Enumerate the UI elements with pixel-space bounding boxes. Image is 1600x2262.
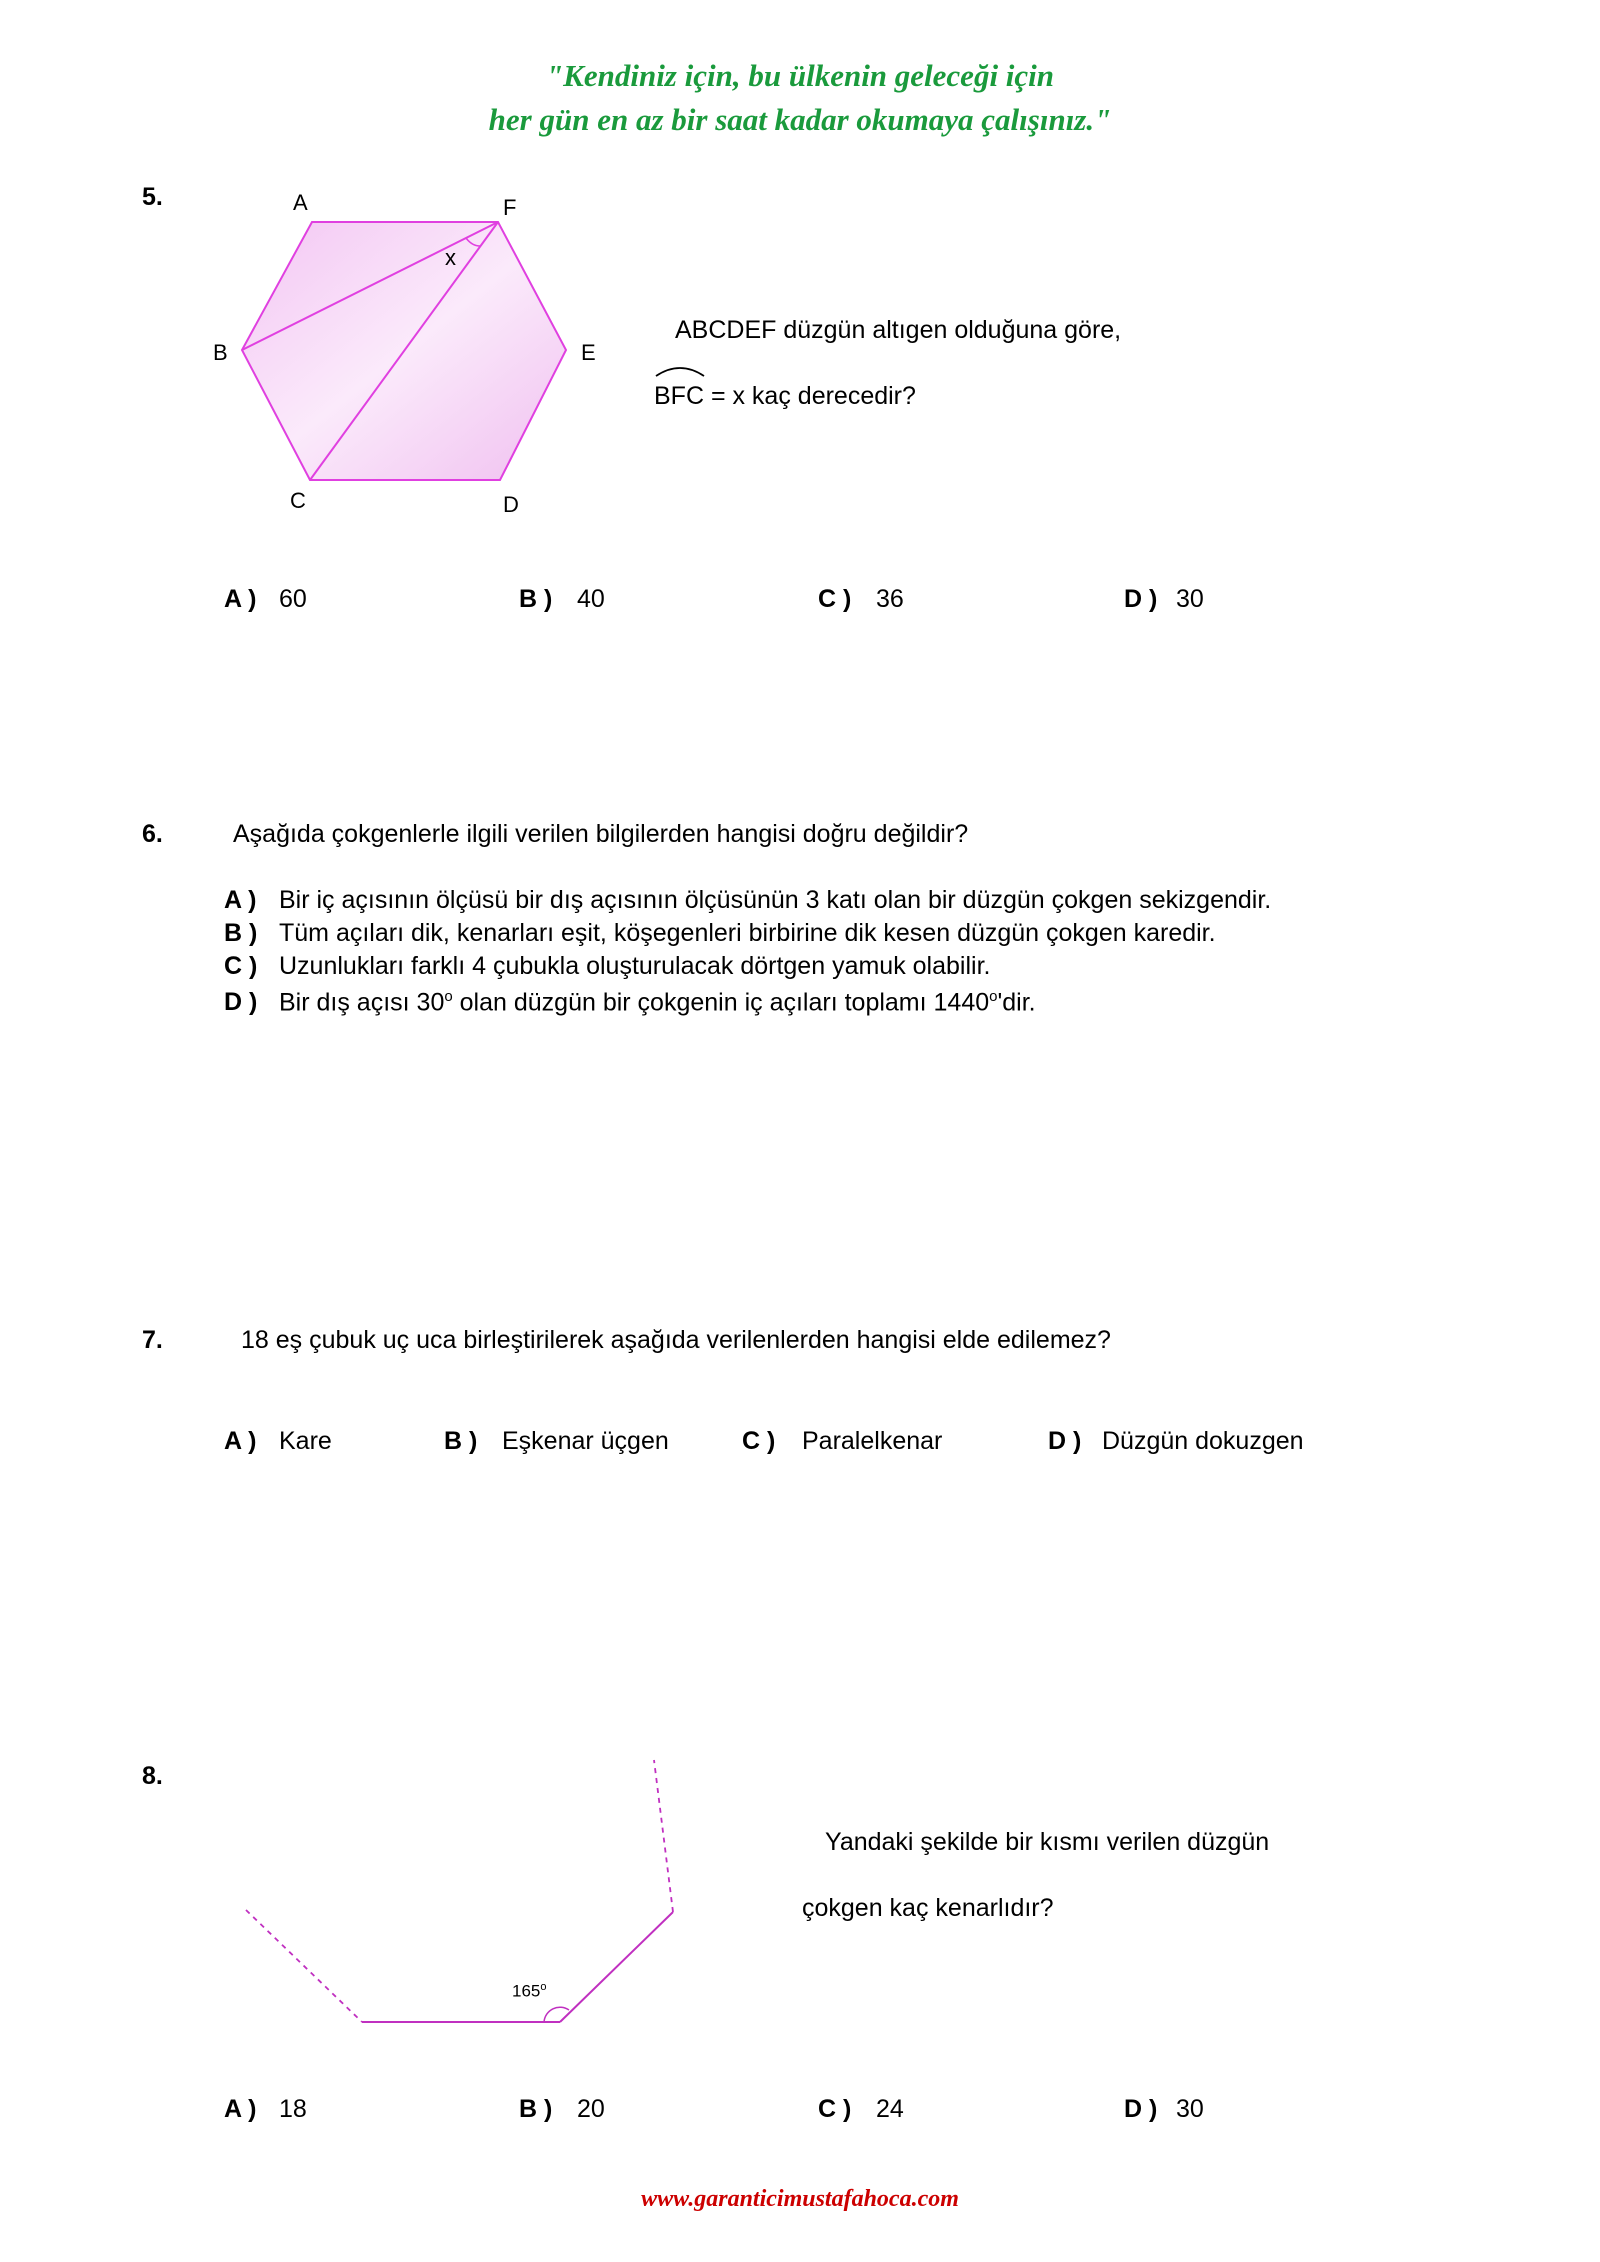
- dashed-edge-left: [246, 1910, 362, 2022]
- q5-option-c[interactable]: C ) 36: [818, 585, 904, 613]
- angle-hat-symbol: [654, 362, 706, 378]
- footer-website-link[interactable]: www.garanticimustafahoca.com: [641, 2186, 959, 2212]
- question-6-number: 6.: [142, 820, 163, 848]
- polygon-part-figure: [230, 1750, 690, 2040]
- angle-label-x: x: [445, 245, 456, 270]
- question-7-text: 18 eş çubuk uç uca birleştirilerek aşağıda verilenlerden hangisi elde edilemez?: [241, 1326, 1111, 1354]
- question-8-text-1: Yandaki şekilde bir kısmı verilen düzgün: [825, 1828, 1270, 1856]
- angle-label-165: 165$^o$: [512, 1981, 547, 2001]
- q6-option-d[interactable]: D ) Bir dış açısı 30$^o$ olan düzgün bir çokgenin iç açıları toplamı 1440$^o$'dir.: [224, 988, 1036, 1017]
- q8-option-c[interactable]: C ) 24: [818, 2095, 904, 2123]
- vertex-label-a: A: [293, 190, 308, 215]
- hexagon-figure: [200, 200, 600, 500]
- question-5-number: 5.: [142, 183, 163, 211]
- q7-option-b[interactable]: B ) Eşkenar üçgen: [444, 1427, 669, 1455]
- q6-option-a[interactable]: A ) Bir iç açısının ölçüsü bir dış açısının ölçüsünün 3 katı olan bir düzgün çokgen sekizgendir.: [224, 886, 1272, 914]
- question-5-text-2: BFC = x kaç derecedir?: [654, 382, 916, 410]
- vertex-label-d: D: [503, 492, 519, 517]
- vertex-label-e: E: [581, 340, 596, 365]
- q6-option-b[interactable]: B ) Tüm açıları dik, kenarları eşit, köşegenleri birbirine dik kesen düzgün çokgen karedir.: [224, 919, 1216, 947]
- q8-option-d[interactable]: D ) 30: [1124, 2095, 1204, 2123]
- question-5-text-1: ABCDEF düzgün altıgen olduğuna göre,: [675, 316, 1122, 344]
- q8-option-b[interactable]: B ) 20: [519, 2095, 605, 2123]
- question-8-text-2: çokgen kaç kenarlıdır?: [802, 1894, 1054, 1922]
- vertex-label-b: B: [213, 340, 228, 365]
- question-8-number: 8.: [142, 1762, 163, 1790]
- header-quote-line-2: her gün en az bir saat kadar okumaya çalışınız.": [488, 102, 1112, 137]
- q5-option-a[interactable]: A ) 60: [224, 585, 307, 613]
- vertex-label-c: C: [290, 488, 306, 513]
- q6-option-c[interactable]: C ) Uzunlukları farklı 4 çubukla oluşturulacak dörtgen yamuk olabilir.: [224, 952, 991, 980]
- q7-option-c[interactable]: C ) Paralelkenar: [742, 1427, 943, 1455]
- q5-option-b[interactable]: B ) 40: [519, 585, 605, 613]
- angle-165-arc: [544, 2007, 569, 2022]
- q7-option-a[interactable]: A ) Kare: [224, 1427, 332, 1455]
- question-6-text: Aşağıda çokgenlerle ilgili verilen bilgilerden hangisi doğru değildir?: [233, 820, 969, 848]
- vertex-label-f: F: [503, 195, 517, 220]
- edge-right: [560, 1912, 673, 2022]
- q5-option-d[interactable]: D ) 30: [1124, 585, 1204, 613]
- q8-option-a[interactable]: A ) 18: [224, 2095, 307, 2123]
- q7-option-d[interactable]: D ) Düzgün dokuzgen: [1048, 1427, 1304, 1455]
- dashed-edge-right: [654, 1760, 673, 1912]
- header-quote-line-1: "Kendiniz için, bu ülkenin geleceği için: [545, 58, 1055, 93]
- question-7-number: 7.: [142, 1326, 163, 1354]
